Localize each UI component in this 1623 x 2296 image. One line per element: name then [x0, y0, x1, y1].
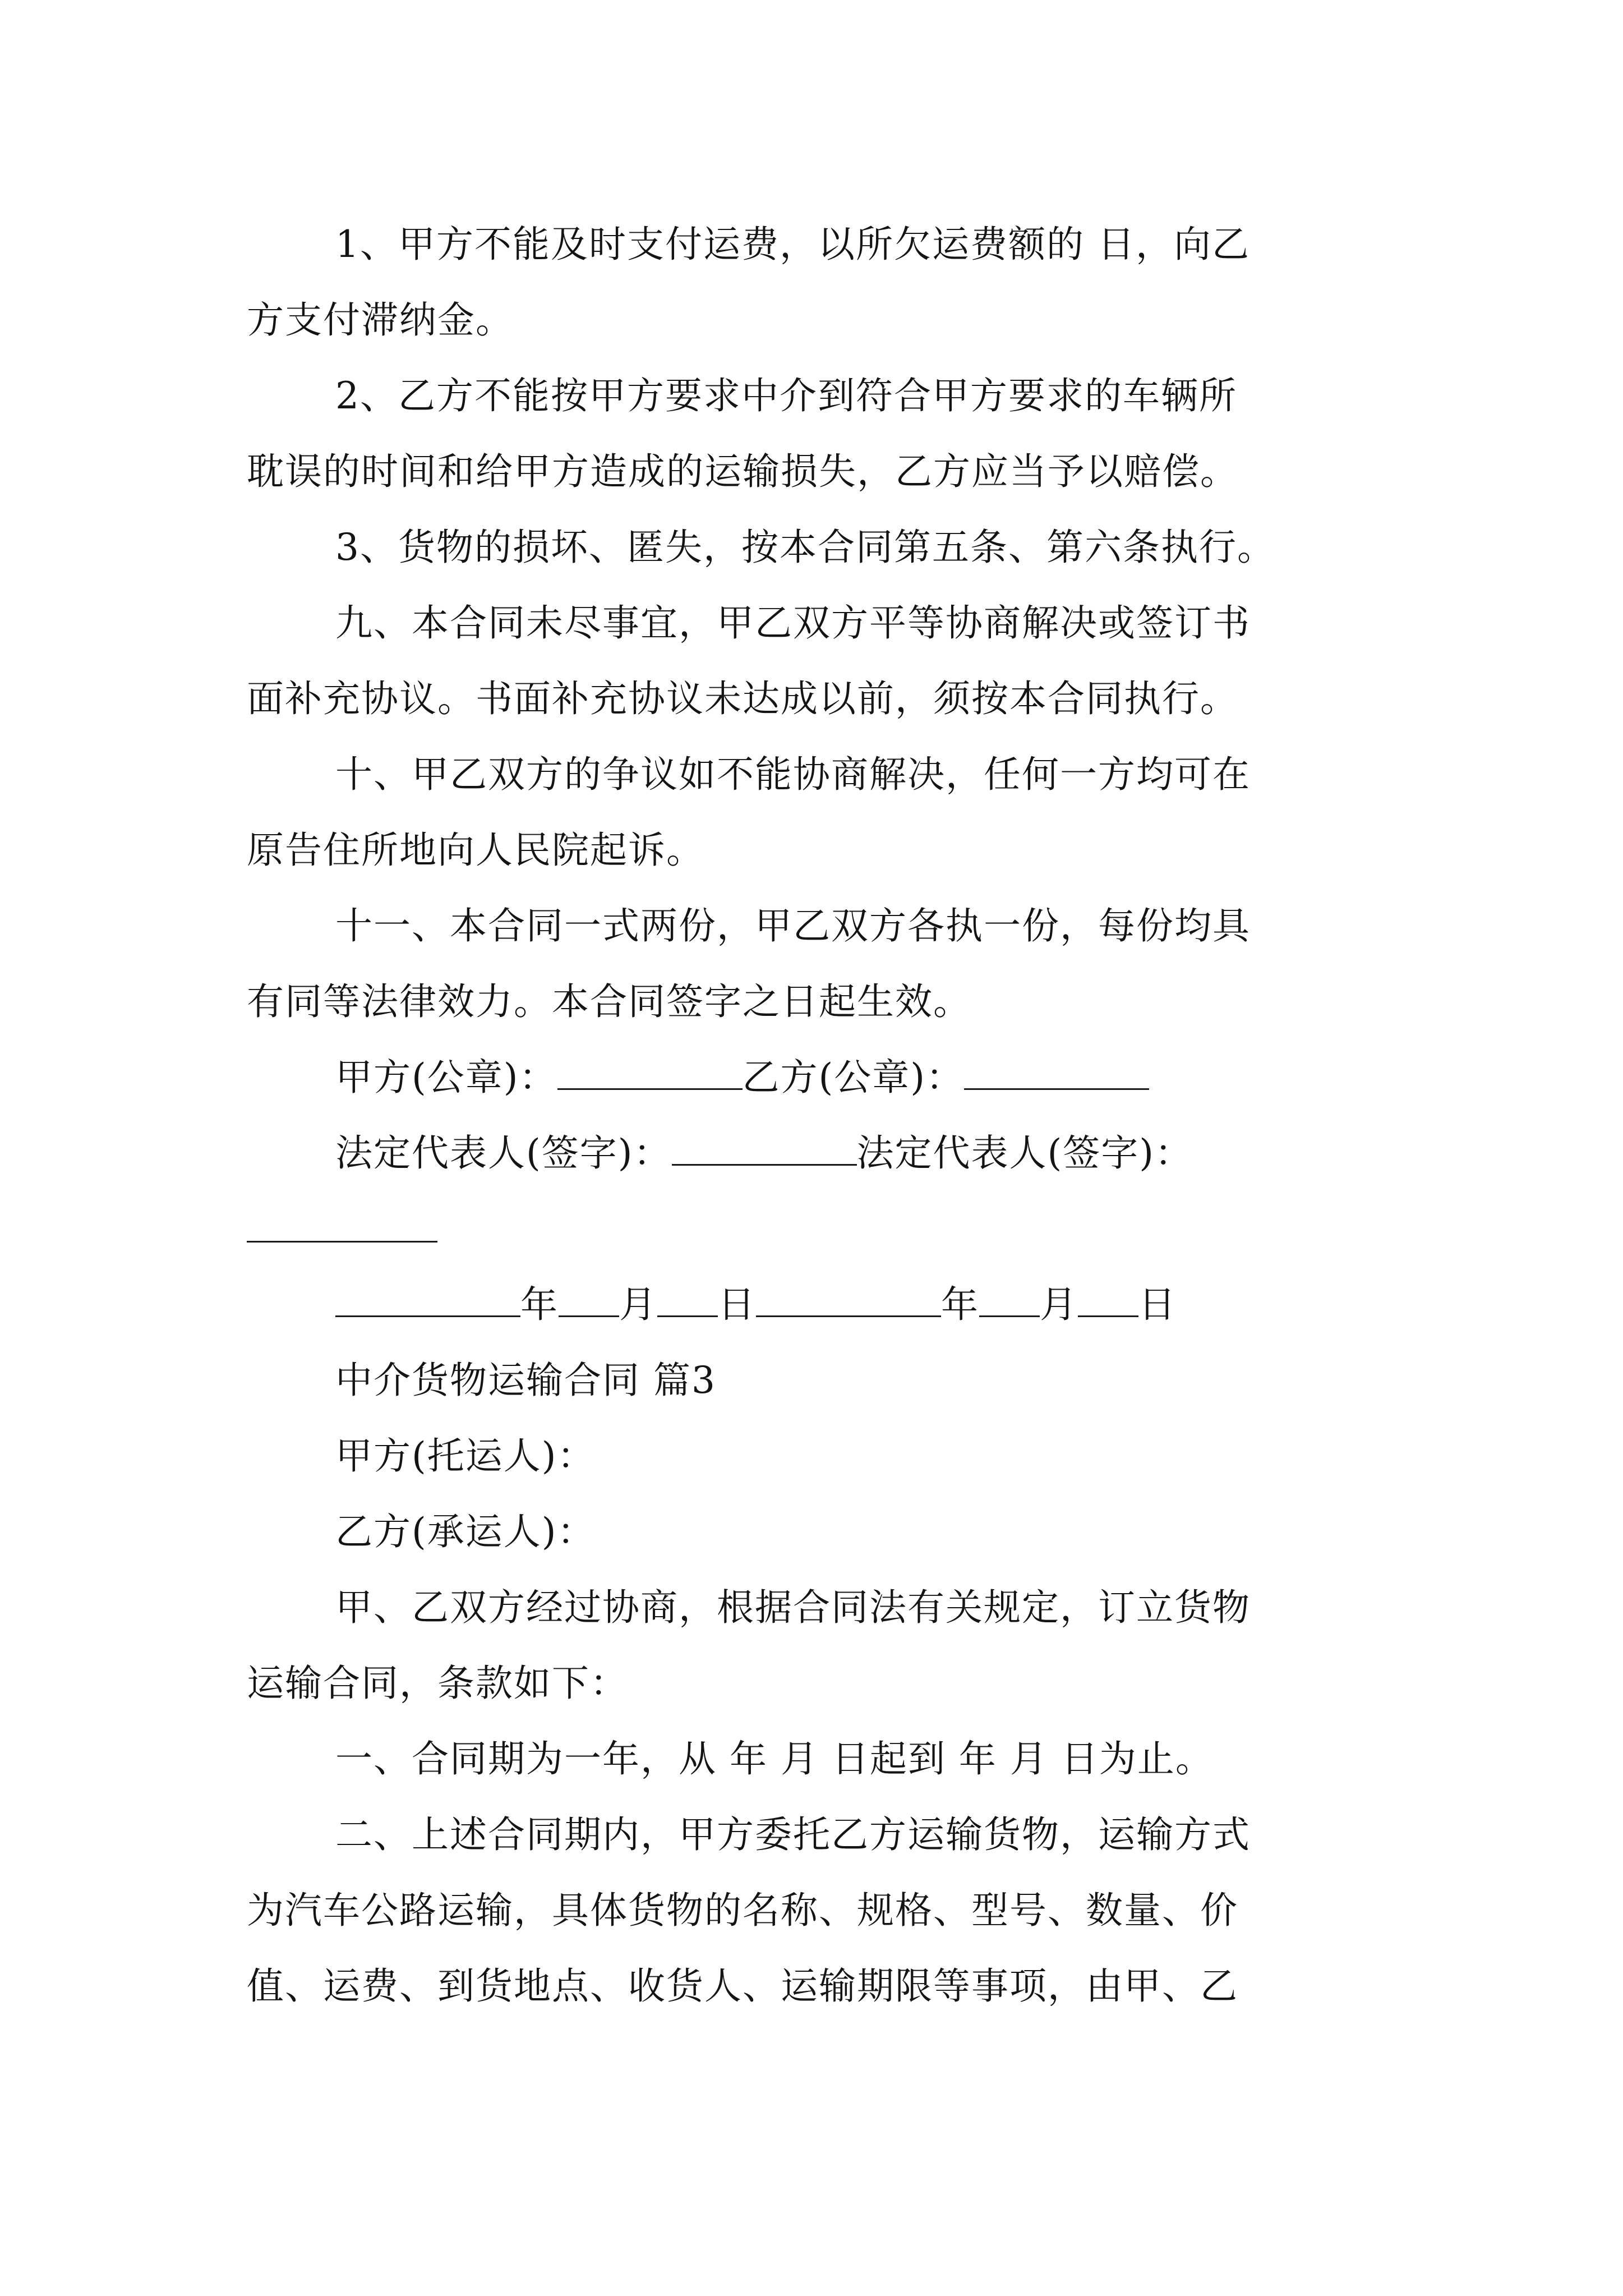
party-a-seal-blank — [557, 1051, 743, 1090]
paragraph-line: 甲、乙双方经过协商，根据合同法有关规定，订立货物 — [335, 1586, 1251, 1629]
paragraph-line: 1、甲方不能及时支付运费，以所欠运费额的 日，向乙 — [335, 223, 1250, 266]
year-b-blank — [756, 1278, 941, 1317]
month-label: 月 — [619, 1283, 657, 1326]
paragraph-line: 值、运费、到货地点、收货人、运输期限等事项，由甲、乙 — [247, 1964, 1238, 2008]
year-label: 年 — [520, 1283, 559, 1326]
year-label: 年 — [941, 1283, 979, 1326]
party-b-seal-blank — [964, 1051, 1149, 1090]
paragraph-line: 十、甲乙双方的争议如不能协商解决，任何一方均可在 — [335, 753, 1251, 796]
paragraph-line: 九、本合同未尽事宜，甲乙双方平等协商解决或签订书 — [335, 601, 1251, 645]
paragraph-line: 3、货物的损坏、匿失，按本合同第五条、第六条执行。 — [335, 526, 1275, 569]
party-a-rep-label: 法定代表人(签字)： — [335, 1131, 672, 1175]
party-a-seal-label: 甲方(公章)： — [335, 1056, 557, 1099]
party-b-rep-label: 法定代表人(签字)： — [856, 1131, 1193, 1175]
day-b-blank — [1078, 1278, 1138, 1317]
section-heading: 中介货物运输合同 篇3 — [335, 1359, 716, 1402]
party-b-rep-blank — [247, 1241, 437, 1243]
year-a-blank — [335, 1278, 520, 1317]
representative-line — [335, 1126, 1193, 1182]
day-label: 日 — [718, 1283, 756, 1326]
paragraph-line: 十一、本合同一式两份，甲乙双方各执一份，每份均具 — [335, 904, 1251, 947]
day-a-blank — [657, 1278, 718, 1317]
paragraph-line: 运输合同，条款如下： — [247, 1662, 628, 1705]
paragraph-line: 二、上述合同期内，甲方委托乙方运输货物，运输方式 — [335, 1813, 1251, 1856]
paragraph-line: 原告住所地向人民院起诉。 — [247, 829, 704, 872]
party-b-line: 乙方(承运人)： — [335, 1510, 596, 1553]
month-label: 月 — [1040, 1283, 1078, 1326]
party-b-seal-label: 乙方(公章)： — [742, 1056, 964, 1099]
paragraph-line: 2、乙方不能按甲方要求中介到符合甲方要求的车辆所 — [335, 374, 1237, 417]
month-a-blank — [559, 1278, 619, 1317]
day-label: 日 — [1138, 1283, 1177, 1326]
month-b-blank — [979, 1278, 1040, 1317]
seal-line — [335, 1051, 1149, 1107]
paragraph-line: 面补充协议。书面补充协议未达成以前，须按本合同执行。 — [247, 677, 1238, 720]
paragraph-line: 一、合同期为一年，从 年 月 日起到 年 月 日为止。 — [335, 1737, 1214, 1780]
paragraph-line: 有同等法律效力。本合同签字之日起生效。 — [247, 980, 971, 1023]
paragraph-line: 为汽车公路运输，具体货物的名称、规格、型号、数量、价 — [247, 1889, 1238, 1932]
party-a-rep-blank — [672, 1127, 857, 1166]
party-a-line: 甲方(托运人)： — [335, 1434, 596, 1478]
paragraph-line: 耽误的时间和给甲方造成的运输损失，乙方应当予以赔偿。 — [247, 450, 1238, 493]
paragraph-line: 方支付滞纳金。 — [247, 298, 514, 342]
date-line — [335, 1278, 1177, 1334]
